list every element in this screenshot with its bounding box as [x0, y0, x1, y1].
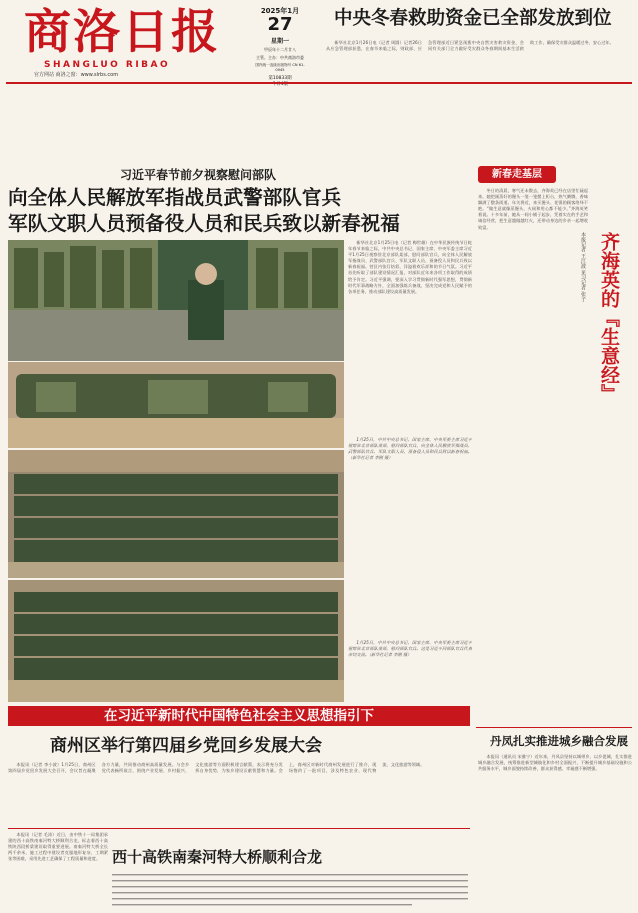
story-3-body-right-fill: [112, 872, 470, 908]
story-3-body-left: 本报讯（记者 毛涛）近日，由中铁十一局集团承建的西十高铁南秦河特大桥顺利合龙，标志着西十高铁陕西段桥梁建设取得重要进展。南秦河特大桥全长两千余米，施工过程中建设者克服地形复杂、工期紧张等困难，采用先进工艺确保了工程质量和进度。: [8, 832, 108, 862]
lead-photo-1-image: [8, 240, 344, 361]
lead-headline-2: 军队文职人员预备役人员和民兵致以新春祝福: [8, 212, 400, 235]
right-rule: [476, 727, 632, 728]
story-2-body: 本报讯（记者 李小波）1月25日，商州区第四届乡党回乡发展大会召开，会议旨在凝聚各方力量，共同推动商州高质量发展。与会乡党代表畅所欲言，围绕产业发展、乡村振兴、文化旅游等方面积极建言献策，表示将充分发挥自身优势，为家乡建设贡献智慧和力量。会上，商州区对新时代商州发展进行了推介，现场签约了一批项目，涉及特色农业、现代物流、文化旅游等领域。: [8, 762, 425, 774]
lead-photo-3: [8, 450, 344, 578]
date-lunar: 甲辰年十二月廿八: [264, 47, 296, 52]
story-3-headline: 西十高铁南秦河特大桥顺利合龙: [112, 848, 323, 866]
lead-photo-3-image: [8, 450, 344, 578]
top-story-headline: 中央冬春救助资金已全部发放到位: [334, 8, 612, 29]
top-story-body: 新华社北京1月26日电（记者 周圆）记者26日从应急管理部获悉，在春节来临之际，财政部、应急管理部近日紧急预拨中央自然灾害救灾资金，会同有关部门全力做好受灾群众冬春期间基本生活救助工作，确保受灾群众温暖过冬、安心过年。: [326, 40, 614, 52]
banner: [8, 706, 470, 726]
story-4-body: 本报讯（通讯员 宋雅宁）近年来，丹凤县坚持以城带乡、以乡促城，扎实推进城乡融合发展，统筹推进新型城镇化和乡村全面振兴，不断提升城乡基础设施和公共服务水平，城乡面貌持续改善，群众获得感、幸福感不断增强。: [478, 754, 632, 772]
masthead-pages: 今日4版: [271, 82, 289, 87]
lead-kicker: 习近平春节前夕视察慰问部队: [120, 168, 277, 182]
masthead-date: [252, 6, 308, 87]
masthead-website: 官方网站 商洛之窗：www.slrbs.com: [34, 72, 119, 78]
story-2-headline: 商州区举行第四届乡党回乡发展大会: [50, 736, 322, 756]
masthead-issue: 第10833期: [268, 76, 292, 81]
column-headline: 齐海英的『生意经』: [598, 232, 620, 403]
column-byline: 本报记者 王江波 见习记者 张子: [580, 232, 586, 302]
lead-caption-2: 1月25日，中共中央总书记、国家主席、中央军委主席习近平视察驻北京部队某部，慰问部队官兵。这是习近平同部队官兵代表亲切交流。（新华社记者 李刚 摄）: [348, 640, 472, 658]
lead-photo-1: [8, 240, 344, 361]
column-body: 冬日的清晨，寒气还未散去，齐海英已经在店里忙碌起来。她把刚蒸好的馒头一笼一笼摆上柜台，热气腾腾，香味飘满了整条街道。年关将近，来买馒头、花馍的顾客络绎不绝。“做生意就像蒸馒头，火候和用心都不能少。”齐海英笑着说。十多年前，她从一间小铺子起步，凭着实在的手艺和诚信经营，把生意越做越红火，还带动身边的乡亲一起增收致富。: [478, 188, 588, 230]
column-tag: [478, 166, 556, 183]
banner-text: 在习近平新时代中国特色社会主义思想指引下: [104, 708, 374, 724]
masthead-rule: [6, 82, 632, 84]
masthead-pinyin: SHANGLUO RIBAO: [44, 60, 171, 70]
top-story: [320, 6, 632, 80]
story-divider: [8, 828, 470, 829]
story-3-text-lines: [112, 872, 470, 908]
lead-headline-1: 向全体人民解放军指战员武警部队官兵: [8, 186, 342, 209]
lead-caption-1: 1月25日，中共中央总书记、国家主席、中央军委主席习近平视察驻北京部队某部，慰问部队官兵，向全体人民解放军指战员、武警部队官兵、军队文职人员、预备役人员和民兵致以新春祝福。（新华社记者 李刚 摄）: [348, 437, 472, 461]
masthead-title: 商洛日报: [24, 5, 220, 60]
masthead-publisher: 主管、主办：中共商洛市委: [256, 55, 304, 60]
masthead-cn-code: 国内统一连续出版物号 CN 61-0045: [255, 63, 305, 72]
lead-photo-2-image: [8, 362, 344, 448]
lead-photo-4: [8, 580, 344, 702]
column-tag-label: 新春走基层: [492, 169, 542, 180]
date-weekday: 星期一: [270, 38, 289, 45]
lead-story-body: 新华社北京1月25日电（记者 梅世雄）在中华民族传统节日蛇年春节来临之际，中共中央总书记、国家主席、中央军委主席习近平1月25日视察驻北京部队某部，慰问部队官兵，向全体人民解放军指战员、武警部队官兵、军队文职人员、预备役人员和民兵致以新春祝福。营区内张灯结彩，洋溢着欢乐祥和的节日气氛。习近平首先听取了部队建设情况汇报，对部队近年来各项工作取得的成绩给予肯定。习近平强调，要深入学习贯彻新时代强军思想，贯彻新时代军事战略方针，全面加强练兵备战，坚决完成党和人民赋予的各项任务，推动部队建设高质量发展。: [348, 240, 472, 294]
story-4-headline: 丹凤扎实推进城乡融合发展: [490, 734, 628, 748]
date-day: 27: [267, 14, 293, 35]
lead-photo-2: [8, 362, 344, 448]
lead-photo-4-image: [8, 580, 344, 702]
date-year-month: 2025年1月: [260, 7, 300, 15]
